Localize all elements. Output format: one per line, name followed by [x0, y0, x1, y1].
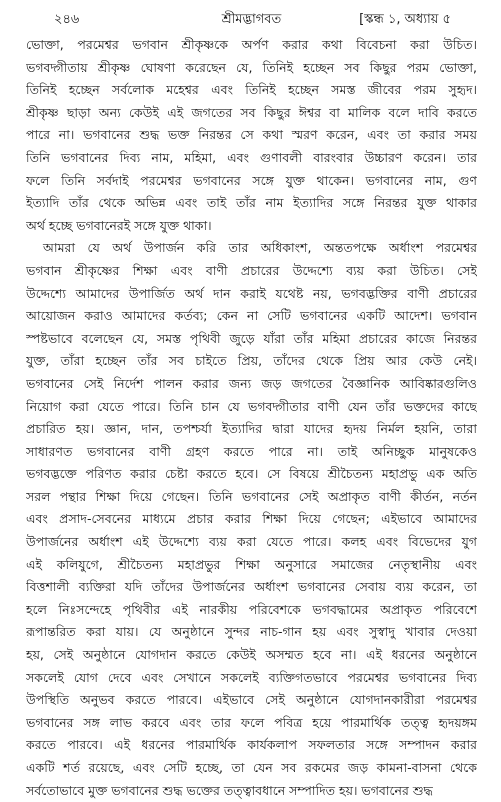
book-title: শ্রীমদ্ভাগবত — [221, 12, 282, 27]
text-line: করতে পারবে। এই ধরনের পারমার্থিক কার্যকলাপ সফলতার সঙ্গে সম্পাদন করার — [26, 737, 477, 753]
text-line: প্রচারিত হয়। জ্ঞান, দান, তপশ্চর্যা ইত্যাদির দ্বারা যাদের হৃদয় নির্মল হয়নি, তারা — [26, 421, 477, 437]
text-line: উদ্দেশ্যে আমাদের উপার্জিত অর্থ দান করাই যথেষ্ট নয়, ভগবদ্ভক্তির বাণী প্রচারের — [26, 285, 477, 301]
text-line: ভগবদ্গীতায় শ্রীকৃষ্ণ ঘোষণা করেছেন যে, তিনিই হচ্ছেন সব কিছুর পরম ভোক্তা, — [26, 59, 477, 75]
text-line: এই কলিযুগে, শ্রীচৈতন্য মহাপ্রভুর শিক্ষা অনুসারে সমাজের নেতৃস্থানীয় এবং — [26, 556, 477, 572]
text-line: আয়োজন করাও আমাদের কর্তব্য; কেন না সেটি ভগবানের একটি আদেশ। ভগবান — [26, 308, 477, 324]
text-line: রূপান্তরিত করা যায়। যে অনুষ্ঠানে সুন্দর নাচ-গান হয় এবং সুস্বাদু খাবার দেওয়া — [26, 624, 477, 640]
text-line: ভোক্তা, পরমেশ্বর ভগবান শ্রীকৃষ্ণকে অর্পণ করার কথা বিবেচনা করা উচিত। — [26, 37, 477, 52]
text-line: ভগবদ্ভক্তে পরিণত করার চেষ্টা করতে হবে। সে বিষয়ে শ্রীচৈতন্য মহাপ্রভু এক অতি — [26, 466, 477, 482]
text-line: আমরা যে অর্থ উপার্জন করি তার অধিকাংশ, অন্ততপক্ষে অর্ধাংশ পরমেশ্বর — [43, 240, 477, 256]
running-header — [26, 0, 477, 34]
text-line: তিনিই হচ্ছেন সর্বলোক মহেশ্বর এবং তিনিই হচ্ছেন সমস্ত জীবের পরম সুহৃদ। — [26, 82, 477, 98]
text-line: শ্রীকৃষ্ণ ছাড়া অন্য কেউই এই জগতের সব কিছুর ঈশ্বর বা মালিক বলে দাবি করতে — [26, 104, 477, 120]
page-number: ২৪৬ — [54, 12, 80, 27]
text-line: এবং প্রসাদ-সেবনের মাধ্যমে প্রচার করার শিক্ষা দিয়ে গেছেন; এইভাবে আমাদের — [26, 511, 477, 527]
body-text — [26, 34, 477, 798]
text-line: হয়, সেই অনুষ্ঠানে যোগদান করতে কেউই অসম্মত হবে না। এই ধরনের অনুষ্ঠানে — [26, 647, 477, 663]
text-line: ইত্যাদি তাঁর থেকে অভিন্ন এবং তাই তাঁর নাম ইত্যাদির সঙ্গে নিরন্তর যুক্ত থাকার — [26, 195, 477, 211]
text-line: উপার্জনের অর্ধাংশ এই উদ্দেশ্যে ব্যয় করা যেতে পারে। কলহ এবং বিভেদের যুগ — [26, 534, 477, 550]
text-line: যুক্ত, তাঁরা হচ্ছেন তাঁর সব চাইতে প্রিয়, তাঁদের থেকে প্রিয় আর কেউ নেই। — [26, 353, 477, 369]
text-line: একটি শর্ত রয়েছে, এবং সেটি হচ্ছে, তা যেন সব রকমের জড় কামনা-বাসনা থেকে — [26, 760, 477, 775]
purport-paragraph — [26, 237, 477, 802]
text-line: উপস্থিতি অনুভব করতে পারবে। এইভাবে সেই অনুষ্ঠানে যোগদানকারীরা পরমেশ্বর — [26, 692, 477, 708]
text-line: স্পষ্টভাবে বলেছেন যে, সমস্ত পৃথিবী জুড়ে যাঁরা তাঁর মহিমা প্রচারের কাজে নিরন্তর — [26, 330, 477, 346]
text-line: ফলে তিনি সর্বদাই পরমেশ্বর ভগবানের সঙ্গে যুক্ত থাকেন। ভগবানের নাম, গুণ — [26, 172, 477, 188]
text-line: বিত্তশালী ব্যক্তিরা যদি তাঁদের উপার্জনের অর্ধাংশ ভগবানের সেবায় ব্যয় করেন, তা — [26, 579, 477, 595]
text-line: হলে নিঃসন্দেহে পৃথিবীর এই নারকীয় পরিবেশকে ভগবদ্ধামের অপ্রাকৃত পরিবেশে — [26, 601, 477, 617]
text-line: অর্থ হচ্ছে ভগবানেরই সঙ্গে যুক্ত থাকা। — [26, 217, 212, 233]
text-line: ভগবান শ্রীকৃষ্ণের শিক্ষা এবং বাণী প্রচারের উদ্দেশ্যে ব্যয় করা উচিত। সেই — [26, 262, 477, 278]
text-line: সরল পন্থার শিক্ষা দিয়ে গেছেন। তিনি ভগবানের সেই অপ্রাকৃত বাণী কীর্তন, নর্তন — [26, 488, 477, 504]
purport-paragraph — [26, 34, 477, 237]
canto-chapter-reference: [স্কন্ধ ১, অধ্যায় ৫ — [359, 12, 451, 27]
text-line: পারে না। ভগবানের শুদ্ধ ভক্ত নিরন্তর সে কথা স্মরণ করেন, এবং তা করার সময় — [26, 127, 477, 143]
text-line: ভগবানের সেই নির্দেশ পালন করার জন্য জড় জগতের বৈজ্ঞানিক আবিষ্কারগুলিও — [26, 375, 477, 391]
text-line: নিয়োগ করা যেতে পারে। তিনি চান যে ভগবদ্গীতার বাণী যেন তাঁর ভক্তদের কাছে — [26, 398, 477, 414]
text-line: সকলেই যোগ দেবে এবং সেখানে সকলেই ব্যক্তিগতভাবে পরমেশ্বর ভগবানের দিব্য — [26, 669, 477, 685]
text-line: তিনি ভগবানের দিব্য নাম, মহিমা, এবং গুণাবলী বারংবার উচ্চারণ করেন। তার — [26, 149, 477, 165]
text-line: সর্বতোভাবে মুক্ত ভগবানের শুদ্ধ ভক্তের তত্ত্বাবধানে সম্পাদিত হয়। ভগবানের শুদ্ধ — [26, 782, 433, 798]
text-line: ভগবানের সঙ্গ লাভ করবে এবং তার ফলে পবিত্র হয়ে পারমার্থিক তত্ত্ব হৃদয়ঙ্গম — [26, 714, 477, 730]
text-line: সাধারণত ভগবানের বাণী গ্রহণ করতে পারে না। তাই অনিচ্ছুক মানুষকেও — [26, 443, 477, 459]
